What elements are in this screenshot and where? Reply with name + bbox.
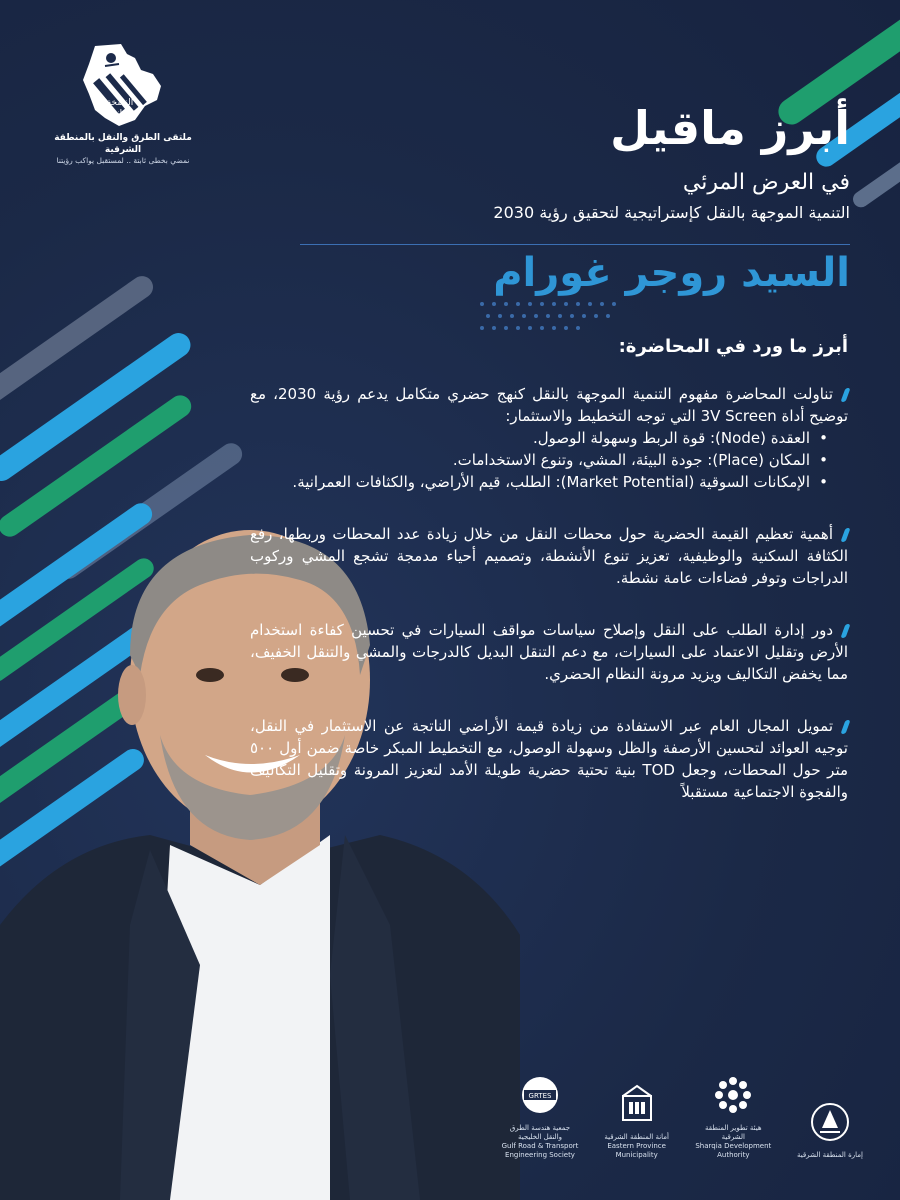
tool-criteria-list: [250, 427, 848, 493]
accent-bar: [840, 388, 850, 402]
sponsor-name-en: Gulf Road & Transport Engineering Society: [501, 1142, 579, 1159]
grtes-logo-icon: [518, 1073, 562, 1117]
sponsor-emirate: [790, 1100, 870, 1160]
page-title: أبرز ماقيل: [610, 101, 850, 155]
list-item: • العقدة (Node): قوة الربط وسهولة الوصول.: [250, 427, 828, 449]
accent-bar: [840, 720, 850, 734]
header: [250, 100, 850, 222]
header-divider: [300, 244, 850, 245]
sponsor-name: أمانة المنطقة الشرقية: [604, 1133, 669, 1141]
sponsor-name: هيئة تطوير المنطقة الشرقية: [705, 1124, 762, 1141]
subtitle-topic: التنمية الموجهة بالنقل كإستراتيجية لتحقيق رؤية 2030: [493, 203, 850, 222]
emirate-emblem-icon: [808, 1100, 852, 1144]
svg-text:GRTES: GRTES: [528, 1092, 552, 1100]
highlight-4-text: تمويل المجال العام عبر الاستفادة من زيادة قيمة الأراضي الناتجة عن الاستثمار في النقل، توجيه العوائد لتحسين الأرصفة والظل وسهولة الوصول، مع التخطيط المبكر خاصة ضمن أول ٥٠٠ متر حول المحطات، وجعل TOD بنية تحتية حضرية طويلة الأمد لتعزيز المرونة وتقليل التكاليف والفجوة الاجتماعية مستقبلاً: [250, 717, 849, 801]
accent-bar: [840, 624, 850, 638]
sponsor-sharqia-development: [693, 1073, 773, 1160]
municipality-building-icon: [615, 1082, 659, 1126]
event-name: ملتقى الطرق والنقل بالمنطقة الشرقية: [54, 133, 192, 155]
subtitle-presentation: في العرض المرئي: [682, 170, 850, 195]
highlight-block-4: [250, 715, 848, 803]
highlight-block-1: [250, 383, 848, 493]
edition-label: النسخة الثانية: [106, 98, 134, 119]
sponsor-grtes: [500, 1073, 580, 1160]
highlights-heading: أبرز ما ورد في المحاضرة:: [618, 336, 848, 357]
sponsor-name: إمارة المنطقة الشرقية: [796, 1151, 863, 1159]
highlight-2-text: أهمية تعظيم القيمة الحضرية حول محطات النقل من خلال زيادة عدد المحطات وربطها، رفع الكثافة السكنية والوظيفية، تعزيز تنوع الأنشطة، وتصميم أحياء مدمجة تشجع المشي وركوب الدراجات وتوفر فضاءات عامة نشطة.: [250, 525, 848, 587]
accent-bar: [840, 528, 850, 542]
flower-pattern-icon: [711, 1073, 755, 1117]
sponsor-name: جمعية هندسة الطرق والنقل الخليجية: [509, 1124, 571, 1141]
highlight-block-3: [250, 619, 848, 685]
sponsor-logos: [500, 1070, 870, 1160]
speaker-name: السيد روجر غورام: [493, 250, 850, 296]
list-item: • الإمكانات السوقية (Market Potential): الطلب، قيم الأراضي، والكثافات العمرانية.: [250, 471, 828, 493]
sponsor-name-en: Sharqia Development Authority: [695, 1142, 772, 1159]
event-tagline: نمضي بخطى ثابتة .. لمستقبل يواكب رؤيتنا: [56, 156, 190, 165]
sponsor-name-en: Eastern Province Municipality: [607, 1142, 666, 1159]
sponsor-municipality: [597, 1082, 677, 1160]
highlight-3-text: دور إدارة الطلب على النقل وإصلاح سياسات مواقف السيارات في تحسين كفاءة استخدام الأرض وتقليل الاعتماد على السيارات، مع دعم التنقل البديل كالدرجات والمشي والتنقل الخفيف، مما يخفض التكاليف ويزيد مرونة النظام الحضري.: [250, 621, 848, 683]
highlight-1-intro: تناولت المحاضرة مفهوم التنمية الموجهة بالنقل كنهج حضري متكامل يدعم رؤية 2030، مع توضيح أداة 3V Screen التي توجه التخطيط والاستثمار:: [250, 385, 848, 425]
list-item: • المكان (Place): جودة البيئة، المشي، وتنوع الاستخدامات.: [250, 449, 828, 471]
dot-pattern-decoration: [472, 296, 632, 336]
highlight-block-2: [250, 523, 848, 589]
lecture-highlights: [250, 336, 848, 833]
